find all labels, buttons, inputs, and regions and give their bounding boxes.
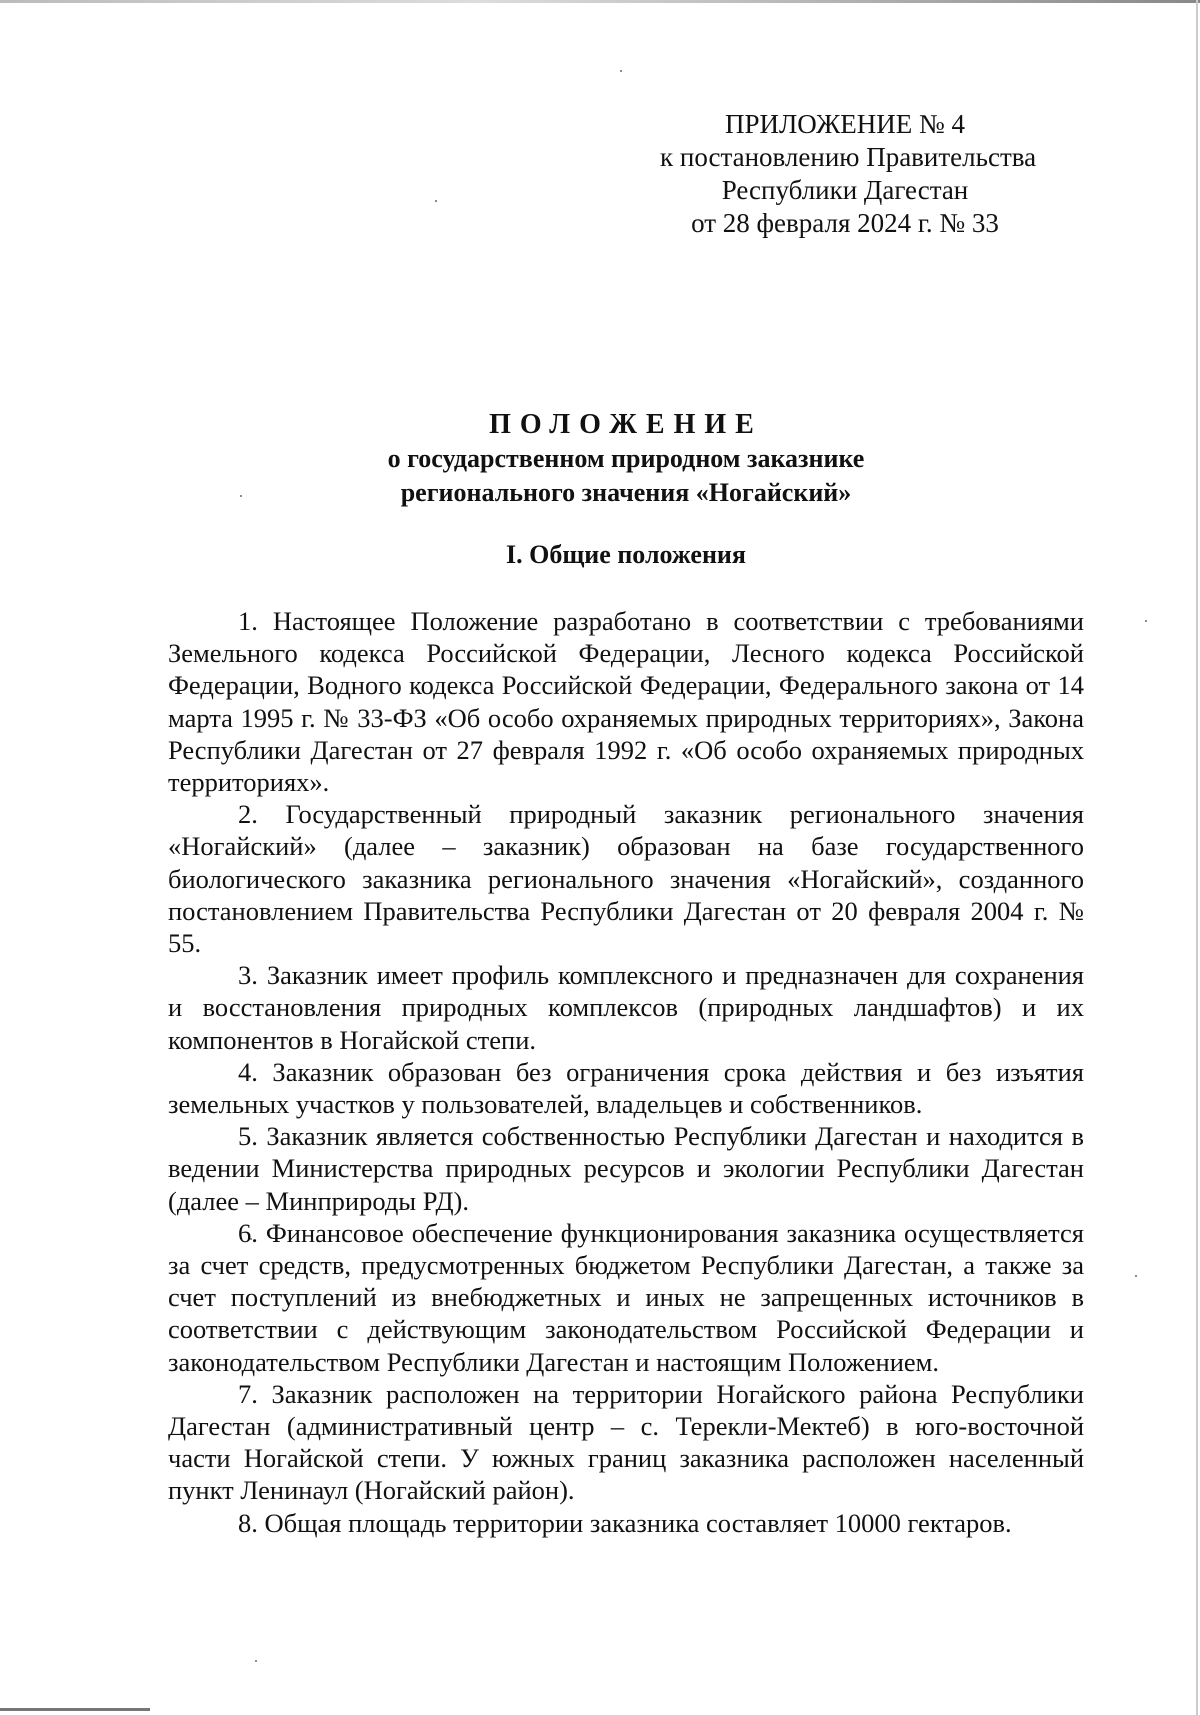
scan-speck: [1135, 1275, 1137, 1277]
document-title-subtitle-1: о государственном природном заказнике: [387, 444, 865, 473]
document-title-subtitle-2: регионального значения «Ногайский»: [400, 478, 852, 507]
approval-republic: Республики Дагестан: [721, 175, 969, 205]
paragraph-7: 7. Заказник расположен на территории Ногайского района Республики Дагестан (административный центр – с. Терекли-Мектеб) в юго-восточной части Ногайской степи. У южных границ заказника расположен населенный пункт Ленинаул (Ногайский район).: [168, 1378, 1084, 1506]
approval-stamp-block: [660, 108, 1037, 240]
scan-edge-right: [1196, 0, 1198, 1715]
approval-resolution-ref: к постановлению Правительства: [660, 142, 1037, 172]
scan-speck: [435, 200, 437, 202]
document-title-main: ПОЛОЖЕНИЕ: [489, 409, 763, 440]
paragraph-5: 5. Заказник является собственностью Республики Дагестан и находится в ведении Министерства природных ресурсов и экологии Республики Дагестан (далее – Минприроды РД).: [168, 1121, 1084, 1216]
paragraph-3: 3. Заказник имеет профиль комплексного и предназначен для сохранения и восстановления природных комплексов (природных ландшафтов) и их компонентов в Ногайской степи.: [168, 960, 1084, 1055]
approval-date-number: от 28 февраля 2024 г. № 33: [691, 208, 999, 238]
scan-speck: [255, 1660, 257, 1662]
document-title: [168, 408, 1084, 510]
scan-edge-bottom: [0, 1708, 150, 1711]
section-heading: I. Общие положения: [506, 540, 746, 569]
scan-edge-top: [0, 0, 1200, 3]
paragraph-8: 8. Общая площадь территории заказника составляет 10000 гектаров.: [238, 1507, 1012, 1538]
scan-speck: [620, 70, 622, 72]
paragraph-4: 4. Заказник образован без ограничения срока действия и без изъятия земельных участков у пользователей, владельцев и собственников.: [168, 1056, 1084, 1120]
paragraph-1: 1. Настоящее Положение разработано в соответствии с требованиями Земельного кодекса Российской Федерации, Лесного кодекса Российской Федерации, Водного кодекса Российской Федерации, Федерального закона от 14 марта 1995 г. № 33-ФЗ «Об особо охраняемых природных территориях», Закона Республики Дагестан от 27 февраля 1992 г. «Об особо охраняемых природных территориях».: [168, 606, 1084, 798]
section-body: [168, 605, 1084, 1539]
scan-speck: [1145, 620, 1147, 622]
paragraph-2: 2. Государственный природный заказник регионального значения «Ногайский» (далее – заказник) образован на базе государственного биологического заказника регионального значения «Ногайский», созданного постановлением Правительства Республики Дагестан от 20 февраля 2004 г. № 55.: [168, 799, 1084, 959]
approval-appendix-number: ПРИЛОЖЕНИЕ № 4: [724, 109, 966, 139]
paragraph-6: 6. Финансовое обеспечение функционирования заказника осуществляется за счет средств, предусмотренных бюджетом Республики Дагестан, а также за счет поступлений из внебюджетных и иных не запрещенных источников в соответствии с действующим законодательством Российской Федерации и законодательством Республики Дагестан и настоящим Положением.: [168, 1217, 1084, 1377]
